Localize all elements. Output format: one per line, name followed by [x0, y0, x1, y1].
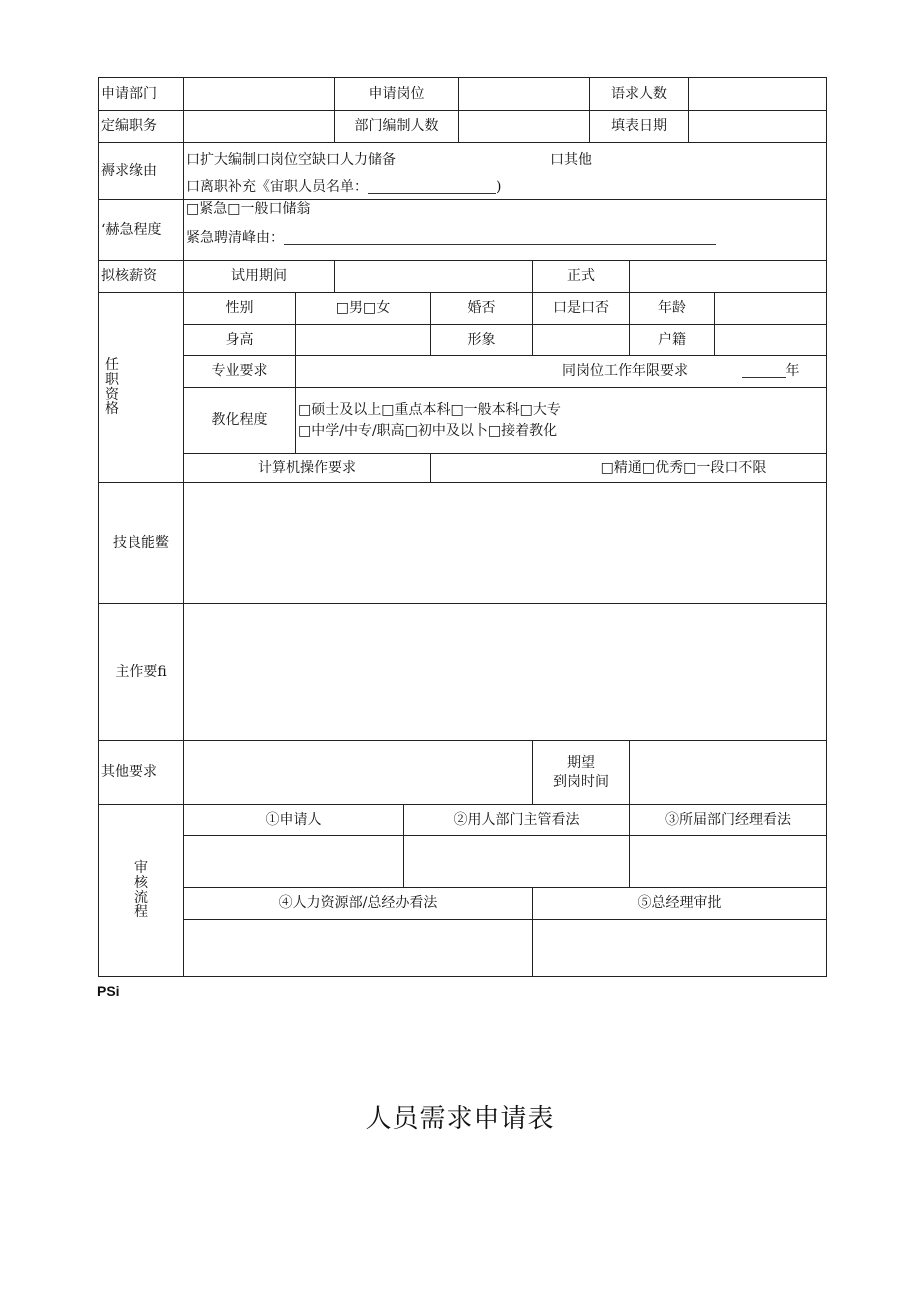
probation-label: 试用期间	[231, 268, 287, 285]
duties-field[interactable]	[184, 604, 826, 740]
staffing-label: 定编职务	[101, 118, 157, 135]
fill-date-label: 填表日期	[611, 118, 667, 135]
experience-years[interactable]	[715, 356, 826, 387]
gender-options[interactable]: □男□女	[335, 300, 391, 317]
page-title: 人员需求申请表	[365, 1104, 555, 1134]
approval-label: 审 核 流 程	[134, 860, 148, 921]
urgency-label: ‘赫急程度	[101, 221, 162, 238]
reason-options-line2[interactable]	[184, 177, 584, 197]
approval-step1-label: ①申请人	[265, 811, 322, 828]
expected-date-field[interactable]	[630, 741, 826, 804]
urgency-reason-blank[interactable]	[284, 232, 716, 245]
fill-date-field[interactable]	[689, 111, 826, 142]
staffing-field[interactable]	[184, 111, 334, 142]
experience-label: 同岗位工作年限要求	[562, 363, 688, 380]
approval-step5-field[interactable]	[533, 920, 826, 976]
marital-options[interactable]: 口是口否	[553, 300, 609, 317]
computer-options[interactable]: □精通□优秀□一段口不限	[600, 459, 767, 476]
headcount-label: 语求人数	[611, 85, 667, 102]
approval-step3-field[interactable]	[630, 836, 826, 887]
marital-label: 婚否	[467, 300, 496, 317]
height-field[interactable]	[296, 325, 430, 355]
skills-field[interactable]	[184, 483, 826, 603]
position-label: 申请岗位	[368, 85, 425, 102]
salary-label: 拟核薪资	[101, 268, 157, 285]
approval-step2-label: ②用人部门主管看法	[453, 811, 580, 828]
dept-label: 申请部门	[101, 85, 157, 102]
approval-step4-field[interactable]	[184, 920, 532, 976]
other-label: 其他要求	[101, 764, 157, 781]
reason-close-paren: )	[496, 178, 502, 195]
probation-salary-field[interactable]	[335, 261, 532, 292]
resigned-names-blank[interactable]	[368, 181, 496, 194]
urgency-options[interactable]: □紧急□一般口储翁	[186, 200, 311, 217]
major-field[interactable]	[296, 356, 532, 387]
approval-step3-label: ③所届部门经理看法	[665, 811, 791, 828]
reason-option-other[interactable]: 口其他	[550, 151, 592, 168]
formal-salary-field[interactable]	[630, 261, 826, 292]
qualification-label: 任 职 资 格	[105, 357, 119, 418]
dept-staffing-label: 部门编制人数	[354, 118, 439, 135]
education-options[interactable]	[296, 388, 826, 453]
approval-step1-field[interactable]	[184, 836, 403, 887]
appearance-label: 形象	[467, 331, 496, 348]
gender-label: 性别	[225, 300, 254, 317]
grid-line	[98, 976, 827, 977]
education-options-line1[interactable]: □硕士及以上□重点本科□一般本科□大专	[298, 401, 561, 418]
position-field[interactable]	[459, 78, 589, 110]
urgency-reason-label: 紧急聘清峰由：	[186, 229, 284, 246]
footer-mark: PSi	[97, 983, 120, 999]
approval-step4-label: ④人力资源部/总经办看法	[278, 895, 438, 912]
grid-line	[826, 77, 827, 977]
major-label: 专业要求	[211, 363, 268, 380]
other-field[interactable]	[184, 741, 532, 804]
reason-label: 褥求缘由	[101, 162, 157, 179]
appearance-field[interactable]	[533, 325, 629, 355]
duties-label: 主作要fi	[115, 663, 167, 680]
reason-options-line1[interactable]: 口扩大编制口岗位空缺口人力储备	[186, 151, 396, 168]
experience-years-blank[interactable]	[742, 365, 786, 378]
age-label: 年龄	[658, 300, 686, 317]
education-label: 教化程度	[211, 412, 268, 429]
urgency-reason[interactable]	[184, 228, 784, 248]
height-label: 身高	[225, 331, 254, 348]
dept-field[interactable]	[184, 78, 334, 110]
household-field[interactable]	[715, 325, 826, 355]
approval-step2-field[interactable]	[404, 836, 629, 887]
computer-label: 计算机操作要求	[258, 459, 356, 476]
formal-label: 正式	[567, 268, 595, 285]
approval-step5-label: ⑤总经理审批	[637, 895, 722, 912]
age-field[interactable]	[715, 293, 826, 324]
expected-date-label: 期望 到岗时间	[553, 754, 609, 790]
dept-staffing-field[interactable]	[459, 111, 589, 142]
household-label: 户籍	[658, 331, 686, 348]
years-unit: 年	[785, 363, 800, 380]
education-options-line2[interactable]: □中学/中专/职高□初中及以卜□接着教化	[298, 422, 558, 439]
headcount-field[interactable]	[689, 78, 826, 110]
reason-resignation-label: 口离职补充《宙职人员名单：	[186, 178, 368, 195]
grid-line	[98, 142, 827, 143]
skills-label: 技良能鳖	[113, 534, 169, 551]
